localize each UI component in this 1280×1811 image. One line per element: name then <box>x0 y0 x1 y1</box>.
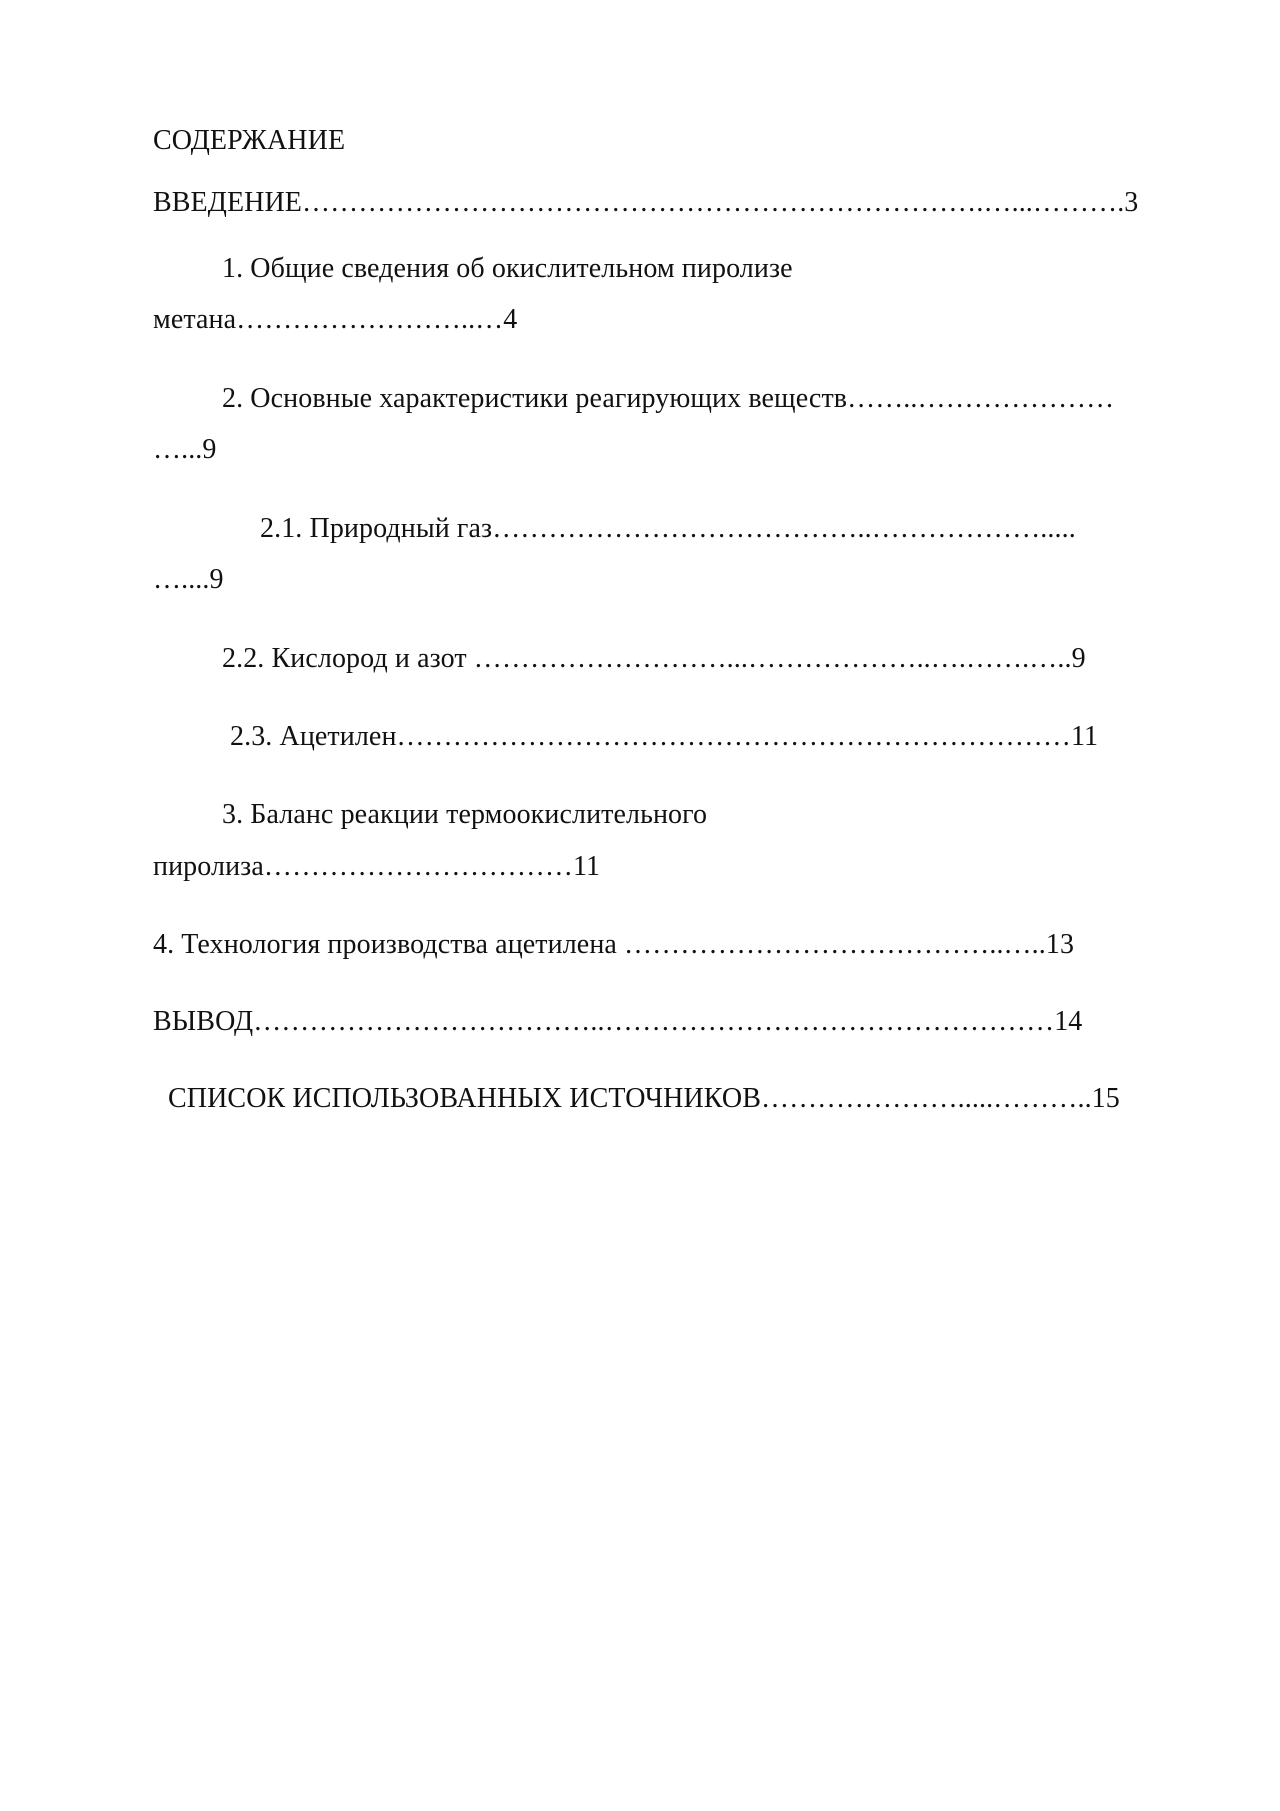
toc-entry-section-4: 4. Технология производства ацетилена …………………………………..…..13 <box>153 929 1075 960</box>
toc-entry-section-2: 2. Основные характеристики реагирующих веществ……..………………… <box>222 383 1115 414</box>
toc-entry-conclusion: ВЫВОД………………………………..…………………………………………14 <box>153 1006 1083 1037</box>
toc-entry-section-1-continuation: метана……………………..…4 <box>153 304 518 335</box>
toc-entry-section-2-1: 2.1. Природный газ…………………………………..………………..... <box>260 513 1076 544</box>
toc-entry-section-2-1-continuation: …....9 <box>153 564 224 595</box>
toc-entry-section-1: 1. Общие сведения об окислительном пиролизе <box>222 253 793 284</box>
toc-entry-section-2-3: 2.3. Ацетилен………………………………………………………………11 <box>230 721 1099 752</box>
toc-entry-references: СПИСОК ИСПОЛЬЗОВАННЫХ ИСТОЧНИКОВ………………….....………..15 <box>168 1083 1120 1114</box>
toc-entry-introduction: ВВЕДЕНИЕ……………………………………………………………….…...……….3 <box>153 187 1139 218</box>
toc-entry-section-3: 3. Баланс реакции термоокислительного <box>222 799 708 830</box>
toc-entry-section-3-continuation: пиролиза……………………………11 <box>153 851 601 882</box>
toc-entry-section-2-2: 2.2. Кислород и азот ………………………...………………..….…….…..9 <box>222 643 1086 674</box>
toc-title: СОДЕРЖАНИЕ <box>153 125 346 156</box>
toc-entry-section-2-continuation: …...9 <box>153 434 217 465</box>
